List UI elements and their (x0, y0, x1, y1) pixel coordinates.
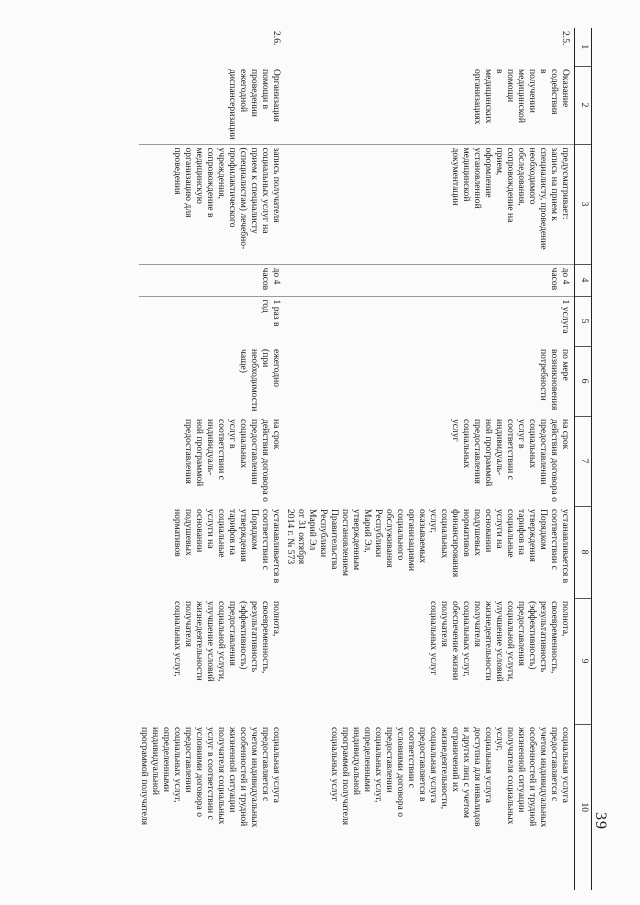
cell-text-line: жизненной ситуации (227, 727, 238, 813)
cell-text-line: Порядком (538, 509, 549, 550)
cell-text-line: жизнедеятельности, (439, 727, 450, 810)
cell-text-line: подушевых (183, 509, 194, 556)
cell-text-line: помощи (505, 69, 516, 103)
service-row (285, 28, 575, 890)
cell-text-line: своевременность, (549, 601, 560, 674)
cell-text-line: услуг, (494, 727, 505, 751)
cell-text-line: условиями договора о (395, 727, 406, 818)
cell-text-line: год (260, 299, 271, 313)
cell-text-line: ограничений их (450, 727, 461, 792)
cell-text-line: утверждения (238, 509, 249, 562)
column-number-header: 7 (575, 416, 592, 506)
cell-text-line: содействия (549, 69, 560, 115)
column-number-header: 1 (575, 28, 592, 66)
cell-text-line: от 31 октября (296, 509, 307, 565)
cell-text-line: полнота, (560, 601, 571, 637)
cell-text-line: получении (527, 69, 538, 113)
cell-text-line: социальных услуг, (373, 727, 384, 803)
cell-text-line: социальные (216, 509, 227, 558)
cell-text-line: предоставлении (538, 419, 549, 485)
cell-text-line: и других лиц с учетом (461, 727, 472, 818)
service-quality-cell (139, 598, 285, 724)
cell-text-line: (специалистам) лечебно- (238, 147, 249, 250)
cell-text-line: сопровождение на (505, 147, 516, 223)
cell-text-line: Организация (271, 69, 282, 122)
cell-text-line: индивидуальной (150, 727, 161, 796)
services-table (139, 28, 592, 890)
cell-text-line: утверждения (527, 509, 538, 562)
cell-text-line: до 4 (271, 267, 282, 285)
cell-text-line: постановлением (340, 509, 351, 576)
cell-text-line: предоставления (227, 601, 238, 666)
cell-text-line: возникновения (549, 349, 560, 411)
cell-text-line: специалисту, проведение (538, 147, 549, 250)
service-quality-cell (285, 598, 575, 724)
cell-text-line: необходимости (249, 349, 260, 412)
cell-text-line: программой получателя (139, 727, 150, 826)
service-tariff-cell (285, 506, 575, 598)
cell-text-line: установленной (472, 147, 483, 209)
cell-text-line: медицинской (461, 147, 472, 202)
cell-text-line: социальных услуг, (172, 727, 183, 803)
cell-text-line: проведении (249, 69, 260, 117)
column-number-header: 4 (575, 264, 592, 296)
cell-text-line: устанавливается в (560, 509, 571, 584)
cell-text-line: получателя (472, 601, 483, 647)
cell-text-line: 2014 г. № 573 (285, 509, 296, 565)
cell-text-line: финансирования (450, 509, 461, 578)
column-number-header: 9 (575, 598, 592, 724)
cell-text-line: получателя социальных (505, 727, 516, 825)
service-duration-cell (139, 416, 285, 506)
cell-text-line: социальной услуги, (216, 601, 227, 682)
cell-text-line: предоставлении (384, 727, 395, 793)
cell-text-line: услуги на (494, 509, 505, 549)
cell-text-line: (эффективность) (238, 601, 249, 670)
cell-text-line: Правительства (329, 509, 340, 570)
service-name-cell (139, 66, 285, 144)
cell-text-line: 1 раз в (271, 299, 282, 327)
cell-text-line: услуг (450, 419, 461, 442)
cell-text-line: обследования, (516, 147, 527, 206)
cell-text-line: полнота, (271, 601, 282, 637)
service-description-cell (285, 144, 575, 264)
cell-text-line: социальных (527, 419, 538, 469)
cell-text-line: проведения (172, 147, 183, 195)
cell-text-line: социальные (505, 509, 516, 558)
column-number-header: 6 (575, 346, 592, 416)
service-periodicity-cell (139, 346, 285, 416)
cell-text-line: особенностей и трудной (527, 727, 538, 827)
cell-text-line: своевременность, (260, 601, 271, 674)
cell-text-line: результативность (538, 601, 549, 673)
cell-text-line: 2.6. (271, 31, 282, 46)
service-description-cell (139, 144, 285, 264)
cell-text-line: 2.5. (560, 31, 571, 46)
cell-text-line: социальных услуг, (172, 601, 183, 677)
cell-text-line: необходимого (527, 147, 538, 205)
cell-text-line: Марий Эл (307, 509, 318, 551)
cell-text-line: Республики (318, 509, 329, 558)
cell-text-line: 1 услуга (560, 299, 571, 334)
cell-text-line: в (494, 69, 505, 74)
cell-text-line: подушевых (472, 509, 483, 556)
cell-text-line: организациями (406, 509, 417, 571)
cell-text-line: организациях (472, 69, 483, 125)
cell-text-line: нормативов (172, 509, 183, 557)
cell-text-line: услуг в соответствии с (205, 727, 216, 820)
cell-text-line: медицинских (483, 69, 494, 124)
cell-text-line: медицинской (516, 69, 527, 123)
cell-text-line: по мере (560, 349, 571, 381)
cell-text-line: оформление (483, 147, 494, 198)
cell-text-line: индивидуальной (351, 727, 362, 796)
cell-text-line: программой получателя (340, 727, 351, 826)
cell-text-line: предоставления (516, 601, 527, 666)
cell-text-line: сопровождение в (205, 147, 216, 218)
cell-text-line: социального (395, 509, 406, 561)
cell-text-line: условиями договора о (194, 727, 205, 818)
cell-text-line: Марий Эл, (362, 509, 373, 553)
service-number-cell (139, 28, 285, 66)
cell-text-line: медицинскую (194, 147, 205, 204)
service-conditions-cell (285, 724, 575, 890)
cell-text-line: социальных (461, 419, 472, 469)
cell-text-line: предоставляется в (417, 727, 428, 802)
cell-text-line: социальных (439, 509, 450, 559)
cell-text-line: социальная услуга (483, 727, 494, 803)
cell-text-line: до 4 (560, 267, 571, 285)
cell-text-line: Порядком (249, 509, 260, 550)
cell-text-line: учетом индивидуальных (538, 727, 549, 828)
cell-text-line: обслуживания (384, 509, 395, 568)
cell-text-line: результативность (249, 601, 260, 673)
cell-text-line: Республики (373, 509, 384, 558)
cell-text-line: запись на прием к (549, 147, 560, 221)
cell-text-line: (эффективность) (527, 601, 538, 670)
service-conditions-cell (139, 724, 285, 890)
cell-text-line: основании (483, 509, 494, 553)
cell-text-line: услуг в (516, 419, 527, 449)
cell-text-line: (при (260, 349, 271, 368)
cell-text-line: устанавливается в (271, 509, 282, 584)
cell-text-line: Оказание (560, 69, 571, 108)
cell-text-line: предоставлении (249, 419, 260, 485)
cell-text-line: социальной услуги, (505, 601, 516, 682)
cell-text-line: действия договора о (260, 419, 271, 502)
cell-text-line: на срок (560, 419, 571, 450)
cell-text-line: улучшение условий (494, 601, 505, 682)
cell-text-line: часов (260, 267, 271, 291)
cell-text-line: особенностей и трудной (238, 727, 249, 827)
column-number-header: 3 (575, 144, 592, 264)
cell-text-line: жизнедеятельности (483, 601, 494, 681)
cell-text-line: на срок (271, 419, 282, 450)
cell-text-line: диспансеризации (227, 69, 238, 140)
cell-text-line: социальных услуг (428, 601, 439, 676)
cell-text-line: учреждения, (216, 147, 227, 200)
cell-text-line: ной программой (483, 419, 494, 487)
cell-text-line: организацию для (183, 147, 194, 218)
cell-text-line: социальных услуг (329, 727, 340, 802)
cell-text-line: запись получателя (271, 147, 282, 223)
service-row (139, 28, 285, 890)
cell-text-line: услуг в (227, 419, 238, 449)
service-number-cell (285, 28, 575, 66)
column-number-header: 10 (575, 724, 592, 890)
cell-text-line: доступна для инвалидов (472, 727, 483, 827)
service-tariff-cell (139, 506, 285, 598)
cell-text-line: индивидуаль- (205, 419, 216, 476)
cell-text-line: соответствии с (260, 509, 271, 570)
cell-text-line: соответствии с (406, 727, 417, 788)
cell-text-line: потребности (538, 349, 549, 401)
cell-text-line: жизненной ситуации (516, 727, 527, 813)
service-name-cell (285, 66, 575, 144)
cell-text-line: индивидуаль- (494, 419, 505, 476)
cell-text-line: соответствии с (216, 419, 227, 480)
cell-text-line: услуг, (428, 509, 439, 533)
cell-text-line: профилактического (227, 147, 238, 228)
cell-text-line: учетом индивидуальных (249, 727, 260, 828)
cell-text-line: социальных услуг, (461, 601, 472, 677)
cell-text-line: действия договора о (549, 419, 560, 502)
cell-text-line: прием, (494, 147, 505, 176)
cell-text-line: определенными (161, 727, 172, 792)
cell-text-line: ежегодно (271, 349, 282, 388)
column-number-header-row (575, 28, 592, 890)
cell-text-line: предусматривает: (560, 147, 571, 220)
cell-text-line: прием к специалисту (249, 147, 260, 234)
cell-text-line: предоставления (472, 419, 483, 484)
service-time-cell (285, 264, 575, 296)
cell-text-line: документации (450, 147, 461, 206)
cell-text-line: получателя социальных (216, 727, 227, 825)
column-number-header: 8 (575, 506, 592, 598)
cell-text-line: в (538, 69, 549, 74)
column-number-header: 2 (575, 66, 592, 144)
cell-text-line: социальная услуга (271, 727, 282, 803)
cell-text-line: тарифов на (227, 509, 238, 555)
service-duration-cell (285, 416, 575, 506)
column-number-header: 5 (575, 296, 592, 346)
cell-text-line: нормативов (461, 509, 472, 557)
page-number: 39 (592, 812, 609, 830)
cell-text-line: помощи в (260, 69, 271, 110)
cell-text-line: предоставлении (183, 727, 194, 793)
cell-text-line: получателя (439, 601, 450, 647)
cell-text-line: оказываемых (417, 509, 428, 564)
cell-text-line: часов (549, 267, 560, 291)
cell-text-line: социальная услуга (428, 727, 439, 803)
cell-text-line: тарифов на (516, 509, 527, 555)
cell-text-line: жизнедеятельности (194, 601, 205, 681)
cell-text-line: ежегодной (238, 69, 249, 113)
cell-text-line: предоставляется с (549, 727, 560, 802)
cell-text-line: предоставления (183, 419, 194, 484)
cell-text-line: социальных услуг на (260, 147, 271, 234)
cell-text-line: социальная услуга (560, 727, 571, 803)
cell-text-line: услуги на (205, 509, 216, 549)
service-unit-cell (285, 296, 575, 346)
cell-text-line: обеспечение жизни (450, 601, 461, 681)
cell-text-line: чаще) (238, 349, 249, 373)
cell-text-line: ной программой (194, 419, 205, 487)
cell-text-line: утвержденным (351, 509, 362, 571)
cell-text-line: социальных (238, 419, 249, 469)
cell-text-line: получателя (183, 601, 194, 647)
service-unit-cell (139, 296, 285, 346)
cell-text-line: улучшение условий (205, 601, 216, 682)
cell-text-line: предоставляется с (260, 727, 271, 802)
service-periodicity-cell (285, 346, 575, 416)
service-time-cell (139, 264, 285, 296)
cell-text-line: соответствии с (549, 509, 560, 570)
cell-text-line: основании (194, 509, 205, 553)
cell-text-line: определенными (362, 727, 373, 792)
cell-text-line: соответствии с (505, 419, 516, 480)
